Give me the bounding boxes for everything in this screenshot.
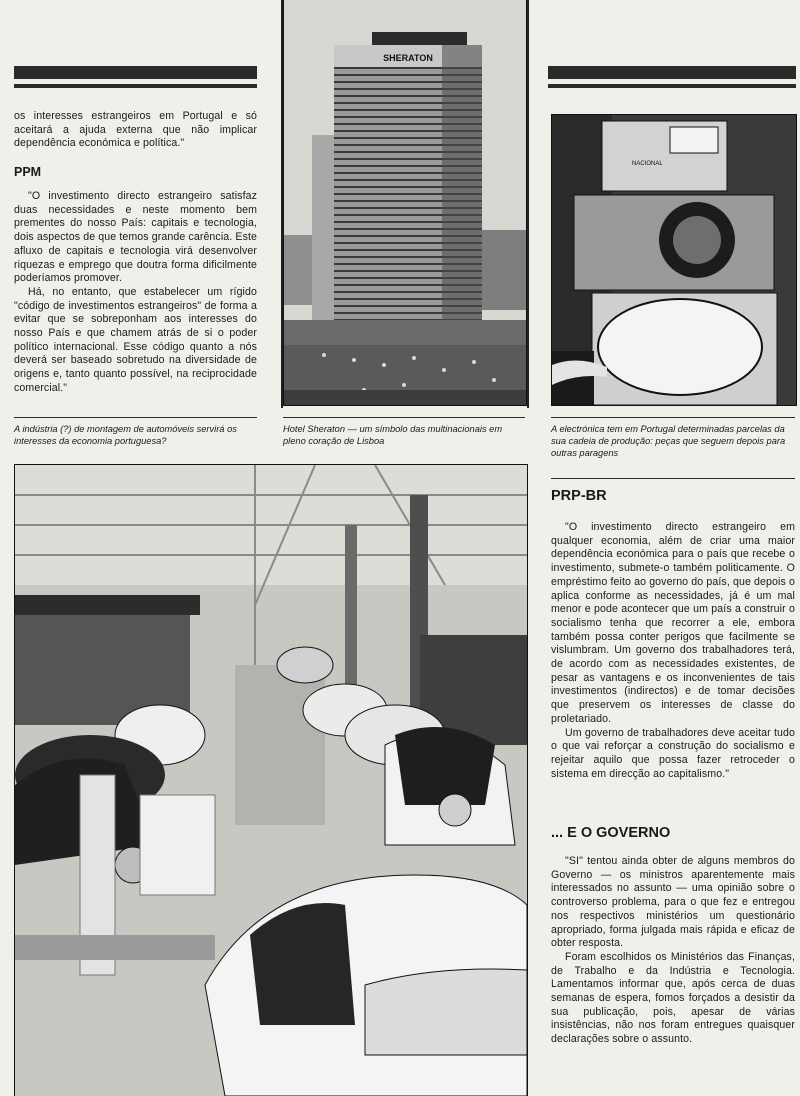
header-rule-left-thin [14, 84, 257, 88]
ppm-body [14, 190, 257, 396]
ppm-lead-text [14, 110, 257, 151]
caption-rule-center [283, 417, 525, 418]
hotel-sign-text: SHERATON [383, 53, 433, 63]
prpbr-heading: PRP-BR [551, 488, 607, 504]
factory-caption: A indústria (?) de montagem de automóveis servirá os interesses da economia portuguesa? [14, 424, 237, 447]
ppm-paragraph-2: Há, no entanto, que estabelecer um rígido "código de investimentos estrangeiros" de forma a evitar que se sobreponham aos interesses do nosso País e que chamem atrás de si o poder político internacional. Esse código quanto a nós deverá ser baseado sobretudo na diversidade de origens e, tanto quanto possível, na reciprocidade comercial." [14, 285, 257, 394]
hotel-caption: Hotel Sheraton — um símbolo das multinacionais em pleno coração de Lisboa [283, 424, 503, 447]
ppm-heading: PPM [14, 165, 42, 179]
governo-paragraph-1: "SI" tentou ainda obter de alguns membros do Governo — os ministros aparentemente mais interessados no assunto — uma opinião sobre o controverso problema, para o que fez e entregou nos respectivos ministérios um questionário apropriado, forma julgada mais rápida e eficaz de obter resposta. [551, 855, 795, 950]
prpbr-paragraph-2: Um governo de trabalhadores deve aceitar tudo o que vai reforçar a construção do socialismo e rejeitar aquilo que possa fazer retroceder o sistema em direcção ao capitalismo." [551, 726, 795, 780]
device-label-text: NACIONAL [632, 161, 663, 167]
header-rule-left [14, 66, 257, 79]
governo-body [551, 855, 795, 1047]
column-divider-right [527, 0, 529, 408]
caption-rule-left [14, 417, 257, 418]
prpbr-paragraph-1: "O investimento directo estrangeiro em qualquer economia, além de criar uma maior dependência económica para o país que recebe o investimento, submete-o também politicamente. O empréstimo feito ao governo do país, que depois o aplica conforme as necessidades, já é um mal menor e pode acontecer que um país a construir o socialismo tenha que recorrer a ele, embora também possa conter perigos que facilmente se vislumbram. Um governo dos trabalhadores terá, de acordo com as necessidades existentes, de pesar as vantagens e os inconvenientes de tais investimentos (indirectos) e de tomar decisões que preservem os interesses de classe do proletariado. [551, 521, 795, 725]
ppm-lead-paragraph: os interesses estrangeiros em Portugal e só aceitará a ajuda externa que não implicar dependência económica e política." [14, 110, 257, 150]
hotel-sheraton-photo [283, 0, 527, 406]
prpbr-top-rule [551, 478, 795, 479]
car-factory-photo [14, 464, 528, 1096]
governo-heading: ... E O GOVERNO [551, 825, 671, 841]
caption-rule-right [551, 417, 795, 418]
electronics-photo [551, 114, 797, 406]
prpbr-body [551, 521, 795, 781]
governo-paragraph-2: Foram escolhidos os Ministérios das Finanças, de Trabalho e da Indústria e Tecnologia. Lamentamos informar que, após cerca de duas semanas de espera, fomos forçados a desistir da sua publicação, pois, apesar de várias insistências, não nos foram entregues quaisquer declarações sobre o assunto. [551, 950, 795, 1046]
ppm-paragraph-1: "O investimento directo estrangeiro satisfaz duas necessidades e neste momento bem prementes do nosso País: capitais e tecnologia, dois aspectos de que temos grande carência. Este afluxo de capitais e tecnologia virá desenvolver riquezas e emprego que doutra forma dificilmente poderíamos promover. [14, 190, 257, 285]
header-rule-right-thin [548, 84, 796, 88]
header-rule-right [548, 66, 796, 79]
electronics-caption: A electrónica tem em Portugal determinadas parcelas da sua cadeia de produção: peças que seguem depois para outras paragens [551, 424, 786, 459]
